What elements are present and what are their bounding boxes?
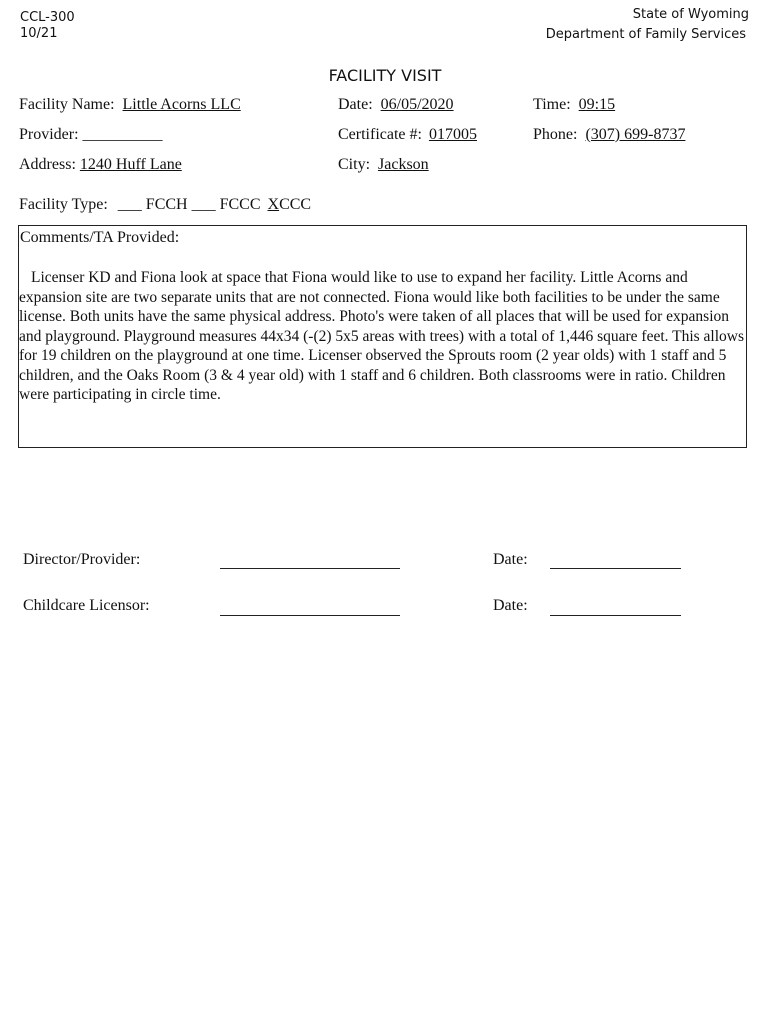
address-label: Address:: [19, 156, 76, 173]
address-field: [19, 156, 182, 174]
certificate-value: 017005: [428, 126, 477, 143]
director-provider-label: Director/Provider:: [23, 551, 141, 568]
director-date-line: [550, 568, 681, 569]
facility-type-label: Facility Type:: [19, 196, 108, 213]
facility-name-value: Little Acorns LLC: [122, 96, 241, 113]
city-label: City:: [338, 156, 371, 173]
certificate-label: Certificate #:: [338, 126, 422, 143]
provider-value: __________: [82, 126, 163, 143]
facility-type-field: [19, 196, 311, 214]
facility-type-selected-mark: X: [267, 196, 280, 213]
visit-time-value: 09:15: [578, 96, 616, 113]
director-date-label: Date:: [493, 551, 528, 568]
visit-time-field: [533, 96, 615, 114]
certificate-field: [338, 126, 477, 144]
comments-box: [18, 225, 747, 448]
provider-field: [19, 126, 163, 144]
phone-value: (307) 699-8737: [585, 126, 686, 143]
address-value: 1240 Huff Lane: [79, 156, 182, 173]
state-name: State of Wyoming: [632, 7, 749, 22]
city-value: Jackson: [378, 156, 429, 173]
form-revision-date: 10/21: [20, 26, 58, 41]
licensor-date-label: Date:: [493, 597, 528, 614]
form-code: CCL-300: [20, 10, 75, 25]
department-name: Department of Family Services: [545, 27, 746, 42]
page-title: FACILITY VISIT: [328, 66, 442, 85]
childcare-licensor-label: Childcare Licensor:: [23, 597, 150, 614]
city-field: [338, 156, 429, 174]
director-signature-line: [220, 568, 400, 569]
facility-type-options: ___ FCCH ___ FCCC: [117, 196, 261, 213]
licensor-signature-line: [220, 615, 400, 616]
facility-type-ccc: CCC: [279, 196, 312, 213]
provider-label: Provider:: [19, 126, 79, 143]
visit-date-field: [338, 96, 454, 114]
facility-name-field: [19, 96, 241, 114]
phone-label: Phone:: [533, 126, 578, 143]
visit-time-label: Time:: [533, 96, 571, 113]
comments-text: Licenser KD and Fiona look at space that Fiona would like to use to expand her facility. Little Acorns and expansion site are two separate units that are not connected. Fiona would like both facilities to be under the same license. Both units have the same physical address. Photo's were taken of all places that will be used for expansion and playground. Playground measures 44x34 (-(2) 5x5 areas with trees) with a total of 1,446 square feet. This allows for 19 children on the playground at one time. Licenser observed the Sprouts room (2 year olds) with 1 staff and 5 children, and the Oaks Room (3 & 4 year old) with 1 staff and 6 children. Both classrooms were in ratio. Children were participating in circle time.: [19, 269, 745, 403]
visit-date-label: Date:: [338, 96, 373, 113]
licensor-date-line: [550, 615, 681, 616]
phone-field: [533, 126, 685, 144]
facility-name-label: Facility Name:: [19, 96, 115, 113]
comments-label: Comments/TA Provided:: [20, 229, 180, 246]
visit-date-value: 06/05/2020: [380, 96, 454, 113]
